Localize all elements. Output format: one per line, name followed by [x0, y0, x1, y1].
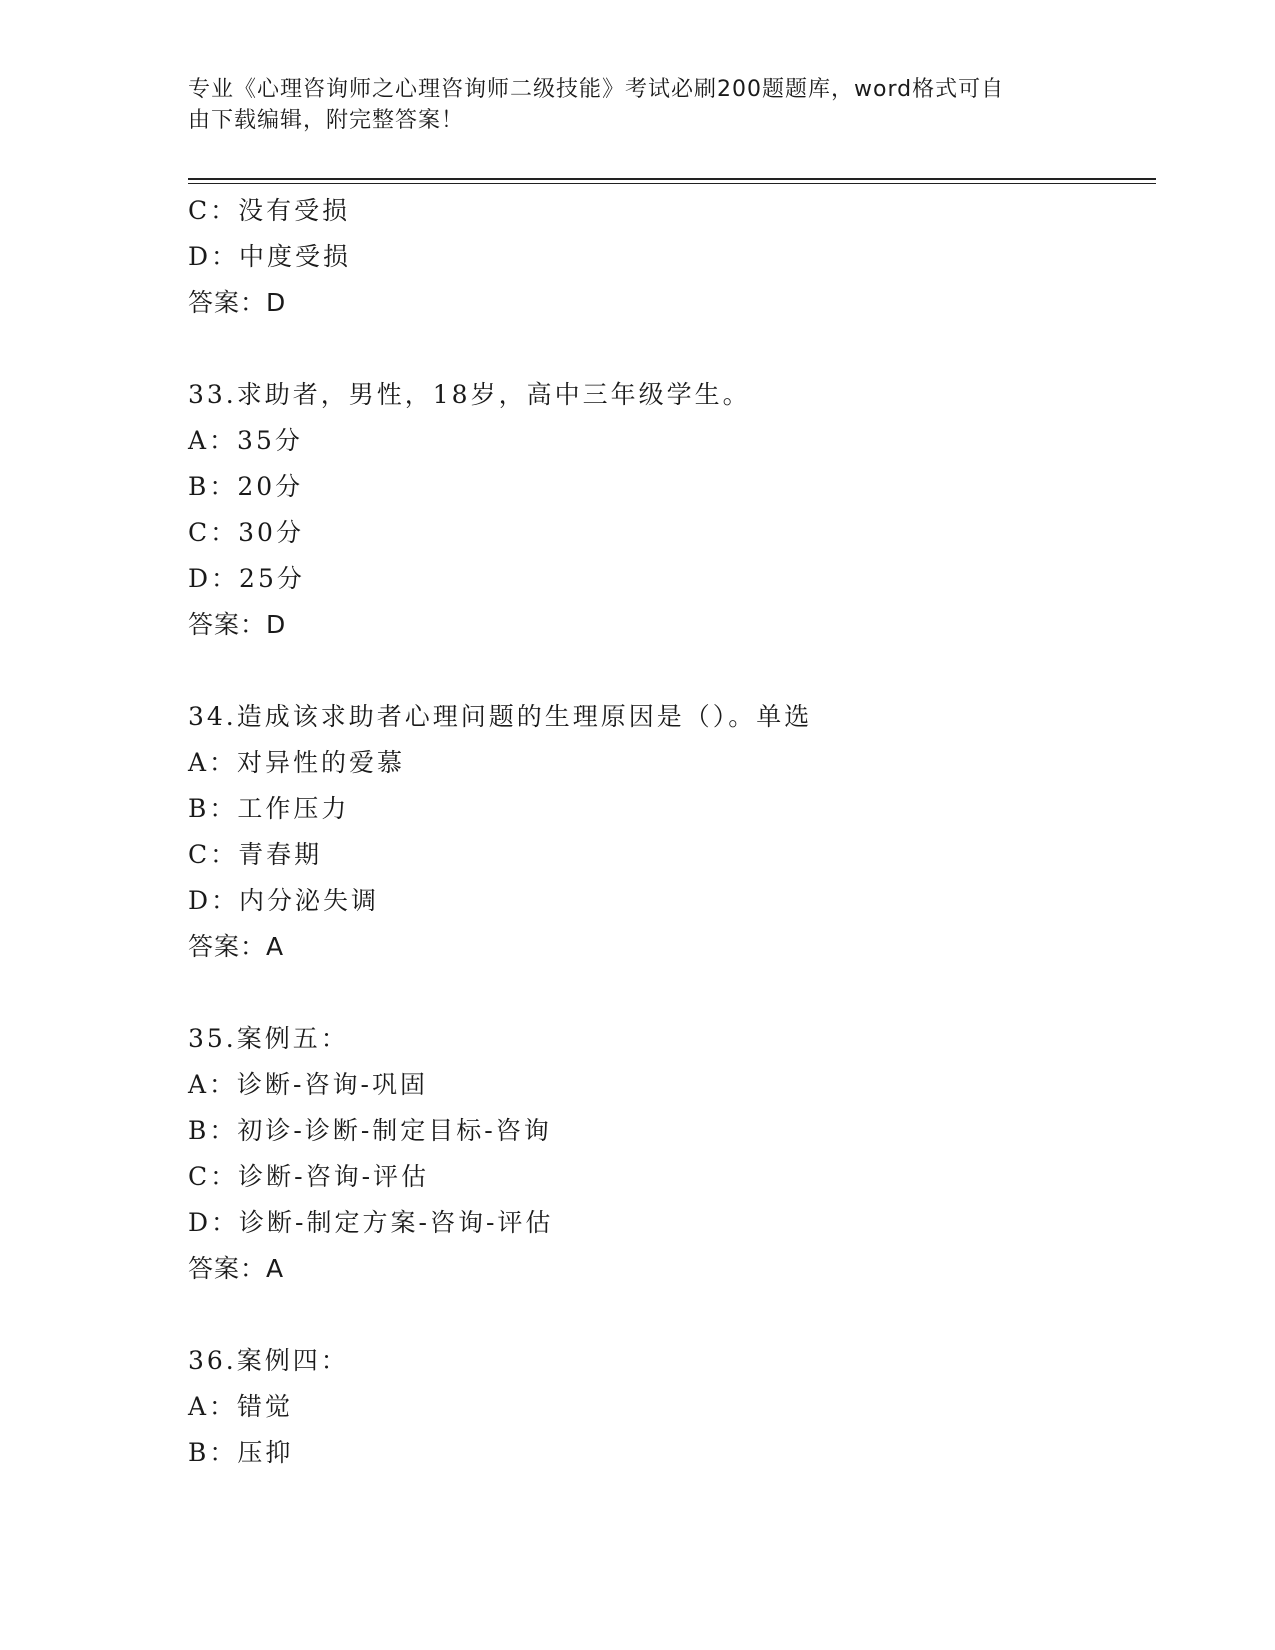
question-block-continued	[188, 188, 1148, 326]
option: D：25分	[188, 564, 305, 593]
question-block-33	[188, 372, 1148, 648]
option: D：中度受损	[188, 242, 352, 271]
answer-line: 答案：A	[188, 932, 285, 961]
question-text: 34.造成该求助者心理问题的生理原因是（）。单选	[188, 702, 813, 731]
header-divider-thin	[188, 183, 1156, 184]
question-block-35	[188, 1016, 1148, 1292]
option: A：35分	[188, 426, 303, 455]
option: A：诊断-咨询-巩固	[188, 1070, 428, 1099]
spacer	[188, 648, 1148, 694]
option: B：工作压力	[188, 794, 350, 823]
header-line-2: 由下载编辑，附完整答案！	[188, 108, 465, 133]
option: C：诊断-咨询-评估	[188, 1162, 430, 1191]
question-text: 36.案例四：	[188, 1346, 349, 1375]
question-block-34	[188, 694, 1148, 970]
option: B：20分	[188, 472, 304, 501]
option: A：对异性的爱慕	[188, 748, 406, 777]
option: D：内分泌失调	[188, 886, 380, 915]
option: B：压抑	[188, 1438, 294, 1467]
answer-line: 答案：A	[188, 1254, 285, 1283]
spacer	[188, 970, 1148, 1016]
question-text: 33.求助者，男性，18岁，高中三年级学生。	[188, 380, 751, 409]
spacer	[188, 1292, 1148, 1338]
option: A：错觉	[188, 1392, 294, 1421]
spacer	[188, 326, 1148, 372]
document-header	[188, 74, 1068, 136]
option: B：初诊-诊断-制定目标-咨询	[188, 1116, 552, 1145]
question-block-36	[188, 1338, 1148, 1476]
option: D：诊断-制定方案-咨询-评估	[188, 1208, 554, 1237]
option: C：青春期	[188, 840, 323, 869]
header-divider-thick	[188, 178, 1156, 180]
question-list	[188, 188, 1148, 1476]
header-line-1: 专业《心理咨询师之心理咨询师二级技能》考试必刷200题题库，word格式可自	[188, 77, 1005, 102]
answer-line: 答案：D	[188, 610, 287, 639]
option: C：没有受损	[188, 196, 351, 225]
question-text: 35.案例五：	[188, 1024, 349, 1053]
option: C：30分	[188, 518, 304, 547]
answer-line: 答案：D	[188, 288, 287, 317]
